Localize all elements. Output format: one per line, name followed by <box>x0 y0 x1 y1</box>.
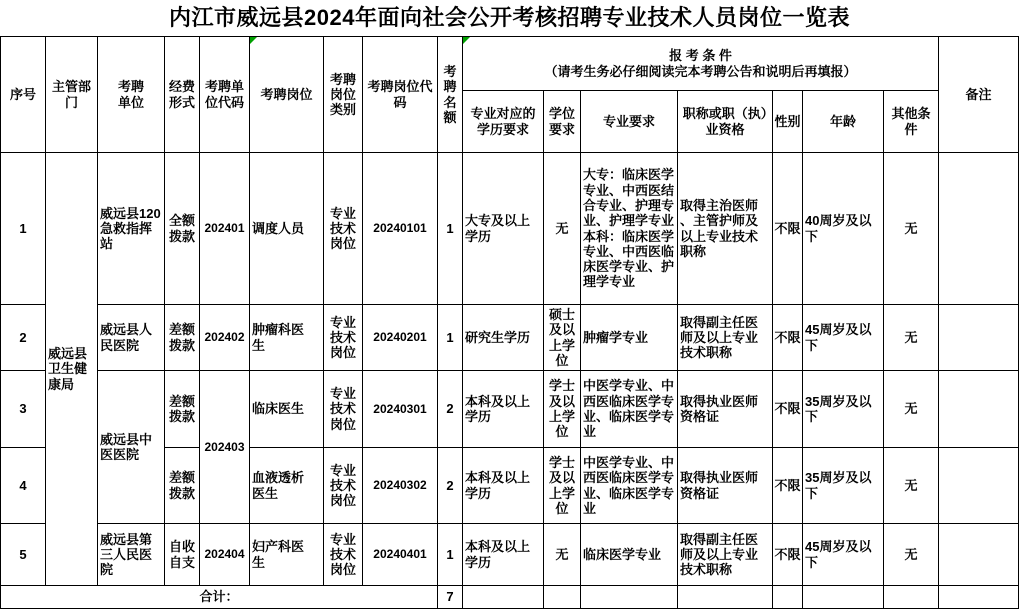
cell-edu: 本科及以上学历 <box>463 371 544 448</box>
cell-seq: 3 <box>1 371 46 448</box>
cell-post: 调度人员 <box>250 153 324 305</box>
conditions-title: 报 考 条 件 <box>669 48 732 64</box>
cell-post-type: 专业技术岗位 <box>324 305 363 371</box>
cell-post: 血液透析医生 <box>250 448 324 524</box>
cell-seq: 5 <box>1 524 46 586</box>
cell-post-type: 专业技术岗位 <box>324 371 363 448</box>
cell-edu: 本科及以上学历 <box>463 448 544 524</box>
col-header-unit-code: 考聘单位代码 <box>200 37 250 153</box>
col-header-other: 其他条件 <box>884 91 939 153</box>
cell-age: 35周岁及以下 <box>803 448 884 524</box>
cell-edu: 大专及以上学历 <box>463 153 544 305</box>
cell-funding: 差额拨款 <box>165 305 200 371</box>
cell-cert: 取得主治医师、主管护师及以上专业技术职称 <box>678 153 773 305</box>
cell-unit: 威远县第三人民医院 <box>98 524 165 586</box>
cell-other: 无 <box>884 153 939 305</box>
cell-major: 临床医学专业 <box>581 524 678 586</box>
cell-remark <box>939 153 1019 305</box>
col-header-post-type: 考聘岗位类别 <box>324 37 363 153</box>
cell-remark <box>939 305 1019 371</box>
cell-unit-code: 202402 <box>200 305 250 371</box>
green-corner-flag-icon <box>463 37 470 44</box>
cell-remark <box>939 371 1019 448</box>
cell-funding: 自收自支 <box>165 524 200 586</box>
total-empty-cert <box>678 586 773 609</box>
cell-other: 无 <box>884 524 939 586</box>
cell-unit-code: 202404 <box>200 524 250 586</box>
conditions-note: （请考生务必仔细阅读完本考聘公告和说明后再填报） <box>544 63 857 79</box>
col-header-degree: 学位要求 <box>544 91 581 153</box>
cell-dept: 威远县卫生健康局 <box>46 153 98 586</box>
cell-major: 肿瘤学专业 <box>581 305 678 371</box>
cell-funding: 差额拨款 <box>165 371 200 448</box>
cell-degree: 学士及以上学位 <box>544 371 581 448</box>
cell-degree: 硕士及以上学位 <box>544 305 581 371</box>
table-row <box>1 524 1019 586</box>
cell-post-code: 20240201 <box>363 305 438 371</box>
cell-major: 中医学专业、中西医临床医学专业、临床医学专业 <box>581 371 678 448</box>
cell-age: 45周岁及以下 <box>803 305 884 371</box>
cell-other: 无 <box>884 371 939 448</box>
cell-post-type: 专业技术岗位 <box>324 448 363 524</box>
green-corner-flag-icon <box>250 37 257 44</box>
cell-post-type: 专业技术岗位 <box>324 153 363 305</box>
cell-quota: 1 <box>438 524 463 586</box>
cell-cert: 取得执业医师资格证 <box>678 371 773 448</box>
col-header-cert: 职称或职（执）业资格 <box>678 91 773 153</box>
cell-post: 肿瘤科医生 <box>250 305 324 371</box>
total-label: 合计： <box>1 586 438 609</box>
page-title: 内江市威远县2024年面向社会公开考核招聘专业技术人员岗位一览表 <box>169 5 850 30</box>
cell-degree: 无 <box>544 524 581 586</box>
cell-unit: 威远县中医医院 <box>98 371 165 524</box>
cell-funding: 差额拨款 <box>165 448 200 524</box>
total-quota: 7 <box>438 586 463 609</box>
col-header-unit: 考聘单位 <box>98 37 165 153</box>
positions-table <box>0 36 1019 609</box>
table-header-row <box>1 37 1019 91</box>
cell-cert: 取得副主任医师及以上专业技术职称 <box>678 524 773 586</box>
cell-post-code: 20240301 <box>363 371 438 448</box>
table-row <box>1 371 1019 448</box>
col-header-dept: 主管部门 <box>46 37 98 153</box>
col-header-post <box>250 37 324 153</box>
col-header-edu: 专业对应的学历要求 <box>463 91 544 153</box>
cell-degree: 无 <box>544 153 581 305</box>
col-header-conditions <box>463 37 939 91</box>
total-empty-remark <box>939 586 1019 609</box>
cell-unit: 威远县120急救指挥站 <box>98 153 165 305</box>
cell-remark <box>939 524 1019 586</box>
col-header-major: 专业要求 <box>581 91 678 153</box>
table-row <box>1 153 1019 305</box>
cell-remark <box>939 448 1019 524</box>
cell-degree: 学士及以上学位 <box>544 448 581 524</box>
cell-gender: 不限 <box>773 371 803 448</box>
col-header-seq: 序号 <box>1 37 46 153</box>
cell-other: 无 <box>884 305 939 371</box>
cell-gender: 不限 <box>773 153 803 305</box>
cell-edu: 研究生学历 <box>463 305 544 371</box>
cell-post-code: 20240401 <box>363 524 438 586</box>
total-empty-degree <box>544 586 581 609</box>
total-empty-other <box>884 586 939 609</box>
cell-post-type: 专业技术岗位 <box>324 524 363 586</box>
total-empty-edu <box>463 586 544 609</box>
cell-post-code: 20240302 <box>363 448 438 524</box>
cell-edu: 本科及以上学历 <box>463 524 544 586</box>
col-header-quota: 考聘名额 <box>438 37 463 153</box>
total-empty-gender <box>773 586 803 609</box>
cell-major: 中医学专业、中西医临床医学专业、临床医学专业 <box>581 448 678 524</box>
cell-unit-code: 202403 <box>200 371 250 524</box>
col-header-age: 年龄 <box>803 91 884 153</box>
cell-seq: 2 <box>1 305 46 371</box>
col-header-funding: 经费形式 <box>165 37 200 153</box>
cell-seq: 4 <box>1 448 46 524</box>
cell-quota: 1 <box>438 305 463 371</box>
cell-gender: 不限 <box>773 305 803 371</box>
cell-unit-code: 202401 <box>200 153 250 305</box>
col-header-post-code: 考聘岗位代码 <box>363 37 438 153</box>
cell-quota: 1 <box>438 153 463 305</box>
cell-gender: 不限 <box>773 448 803 524</box>
cell-cert: 取得副主任医师及以上专业技术职称 <box>678 305 773 371</box>
cell-quota: 2 <box>438 448 463 524</box>
cell-post-code: 20240101 <box>363 153 438 305</box>
total-row <box>1 586 1019 609</box>
cell-funding: 全额拨款 <box>165 153 200 305</box>
table-row <box>1 305 1019 371</box>
col-header-gender: 性别 <box>773 91 803 153</box>
col-header-remark: 备注 <box>939 37 1019 153</box>
cell-other: 无 <box>884 448 939 524</box>
cell-age: 45周岁及以下 <box>803 524 884 586</box>
col-header-post-label: 考聘岗位 <box>260 86 313 102</box>
total-empty-major <box>581 586 678 609</box>
cell-seq: 1 <box>1 153 46 305</box>
cell-quota: 2 <box>438 371 463 448</box>
cell-age: 35周岁及以下 <box>803 371 884 448</box>
total-empty-age <box>803 586 884 609</box>
cell-unit: 威远县人民医院 <box>98 305 165 371</box>
cell-major: 大专：临床医学专业、中西医结合专业、护理专业、护理学专业本科：临床医学专业、中西医临床医学专业、护理学专业 <box>581 153 678 305</box>
cell-post: 临床医生 <box>250 371 324 448</box>
cell-cert: 取得执业医师资格证 <box>678 448 773 524</box>
cell-gender: 不限 <box>773 524 803 586</box>
cell-post: 妇产科医生 <box>250 524 324 586</box>
cell-age: 40周岁及以下 <box>803 153 884 305</box>
